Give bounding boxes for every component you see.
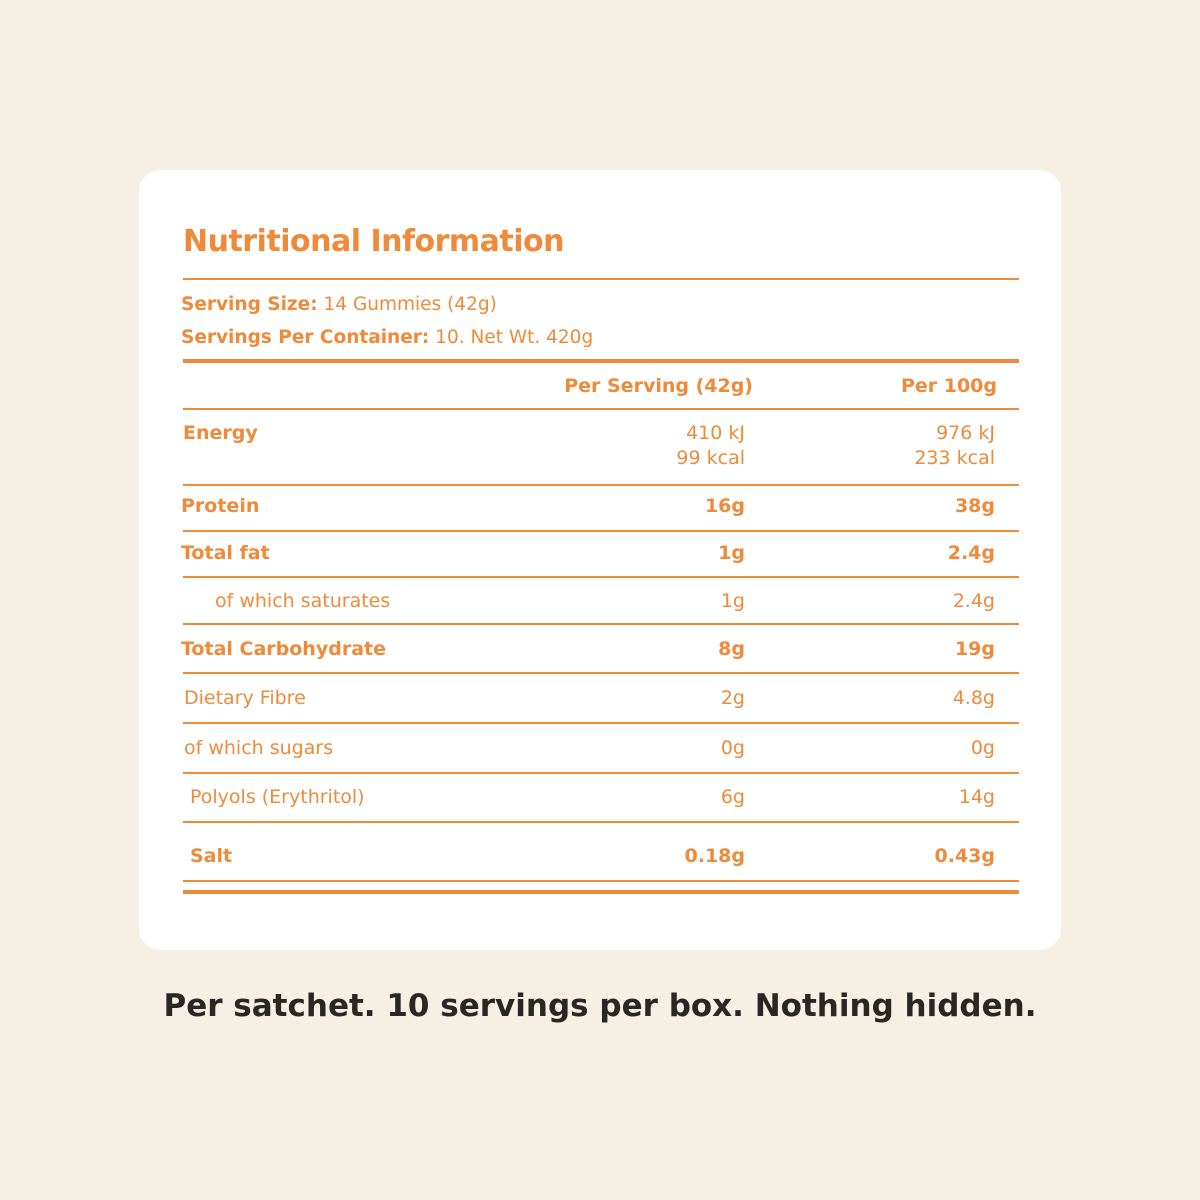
row-label: of which saturates xyxy=(215,590,391,612)
title-divider xyxy=(183,278,1019,280)
energy-per-100g-kcal: 233 kcal xyxy=(914,447,995,469)
total-fat-per-serving: 1g xyxy=(718,542,745,564)
row-divider xyxy=(183,623,1019,625)
servings-per-container-value: 10. Net Wt. 420g xyxy=(429,327,594,348)
serving-size-label: Serving Size: xyxy=(181,294,318,315)
polyols-per-100g: 14g xyxy=(958,786,995,808)
row-divider xyxy=(183,484,1019,486)
row-divider xyxy=(183,576,1019,578)
servings-per-container xyxy=(181,327,593,348)
serving-size xyxy=(181,294,497,315)
table-bottom-rule xyxy=(183,890,1019,894)
energy-per-100g xyxy=(914,421,995,471)
carbohydrate-per-100g: 19g xyxy=(954,638,995,660)
nutrition-card xyxy=(139,170,1061,950)
protein-per-100g: 38g xyxy=(954,495,995,517)
fibre-per-100g: 4.8g xyxy=(952,687,995,709)
servings-per-container-label: Servings Per Container: xyxy=(181,327,430,348)
row-divider xyxy=(183,672,1019,674)
saturates-per-serving: 1g xyxy=(720,590,745,612)
salt-per-100g: 0.43g xyxy=(934,845,995,867)
header-per-serving: Per Serving (42g) xyxy=(564,375,753,397)
fibre-per-serving: 2g xyxy=(720,687,745,709)
header-per-100g: Per 100g xyxy=(900,375,997,397)
sugars-per-100g: 0g xyxy=(970,737,995,759)
sugars-per-serving: 0g xyxy=(720,737,745,759)
polyols-per-serving: 6g xyxy=(720,786,745,808)
row-divider xyxy=(183,880,1019,882)
row-label: Total Carbohydrate xyxy=(181,638,386,660)
footer-tagline: Per satchet. 10 servings per box. Nothing hidden. xyxy=(163,988,1037,1024)
saturates-per-100g: 2.4g xyxy=(952,590,995,612)
row-label: Energy xyxy=(183,422,258,444)
row-divider xyxy=(183,722,1019,724)
header-divider xyxy=(183,408,1019,410)
row-label: Protein xyxy=(181,495,260,517)
panel-title: Nutritional Information xyxy=(183,224,565,259)
row-divider xyxy=(183,530,1019,532)
row-label: of which sugars xyxy=(184,737,334,759)
row-label: Dietary Fibre xyxy=(184,687,306,709)
total-fat-per-100g: 2.4g xyxy=(947,542,995,564)
energy-per-serving-kcal: 99 kcal xyxy=(676,447,745,469)
row-label: Polyols (Erythritol) xyxy=(190,786,365,808)
serving-size-value: 14 Gummies (42g) xyxy=(317,294,497,315)
row-divider xyxy=(183,772,1019,774)
carbohydrate-per-serving: 8g xyxy=(718,638,745,660)
energy-per-100g-kj: 976 kJ xyxy=(936,422,995,444)
row-divider xyxy=(183,821,1019,823)
energy-per-serving-kj: 410 kJ xyxy=(686,422,745,444)
energy-per-serving xyxy=(676,421,745,471)
protein-per-serving: 16g xyxy=(704,495,745,517)
meta-divider xyxy=(183,359,1019,363)
row-label: Salt xyxy=(190,845,233,867)
row-label: Total fat xyxy=(181,542,270,564)
salt-per-serving: 0.18g xyxy=(684,845,745,867)
